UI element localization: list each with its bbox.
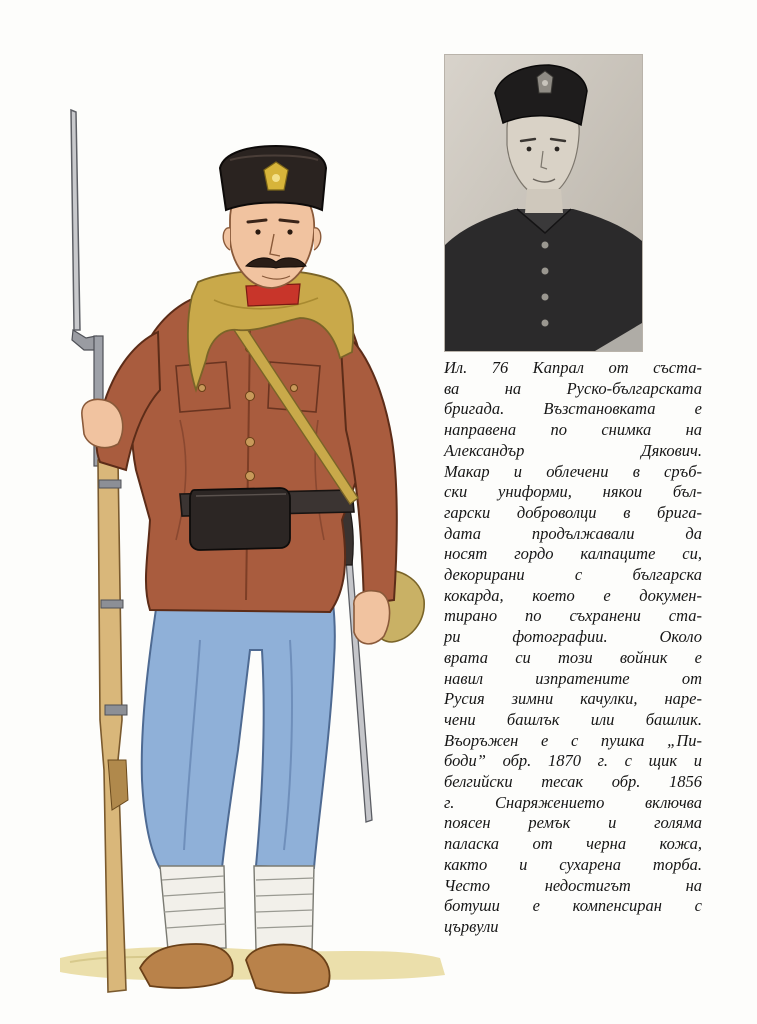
caption-line: врата си този войник е [444,647,702,667]
caption-line: кокарда, което е докумен- [444,585,702,605]
caption-line: носят гордо калпаците си, [444,544,702,564]
caption-line: Русия зимни качулки, наре- [444,689,702,709]
caption-line: Ил. 76 Капрал от съста- [444,358,702,377]
caption-line: белгийски тесак обр. 1856 [444,772,702,792]
caption-line: направена по снимка на [444,420,702,440]
caption-line: ри фотографии. Около [444,627,702,647]
caption-line: Въоръжен е с пушка „Пи- [444,730,702,750]
caption-line: декорирани с българска [444,565,702,585]
caption-line: навил изпратените от [444,668,702,688]
caption-line: ва на Руско-българската [444,378,702,398]
caption-line: тирано по съхранени ста- [444,606,702,626]
caption-line: Често недостигът на [444,875,702,895]
caption-line: както и сухарена торба. [444,854,702,874]
cartridge-pouch-icon [190,488,290,550]
portrait-photo [445,55,642,351]
caption-line: боди” обр. 1870 г. с щик и [444,751,702,771]
rifle-icon [71,110,128,992]
caption-line: ботуши е компенсиран с [444,896,702,916]
caption-line: поясен ремък и голяма [444,813,702,833]
caption-line: чени башлък или башлик. [444,709,702,729]
caption [444,358,702,938]
caption-line: Александър Дякович. [444,440,702,460]
caption-line: дата продължавали да [444,523,702,543]
caption-line: паласка от черна кожа, [444,834,702,854]
caption-line: гарски доброволци в брига- [444,502,702,522]
caption-line: бригада. Възстановката е [444,399,702,419]
bayonet-icon [71,110,80,330]
caption-line: Макар и облечени в сръб- [444,461,702,481]
caption-line: ски униформи, някои бъл- [444,482,702,502]
caption-line: цървули [444,916,499,936]
caption-line: г. Снаряжението включва [444,792,702,812]
